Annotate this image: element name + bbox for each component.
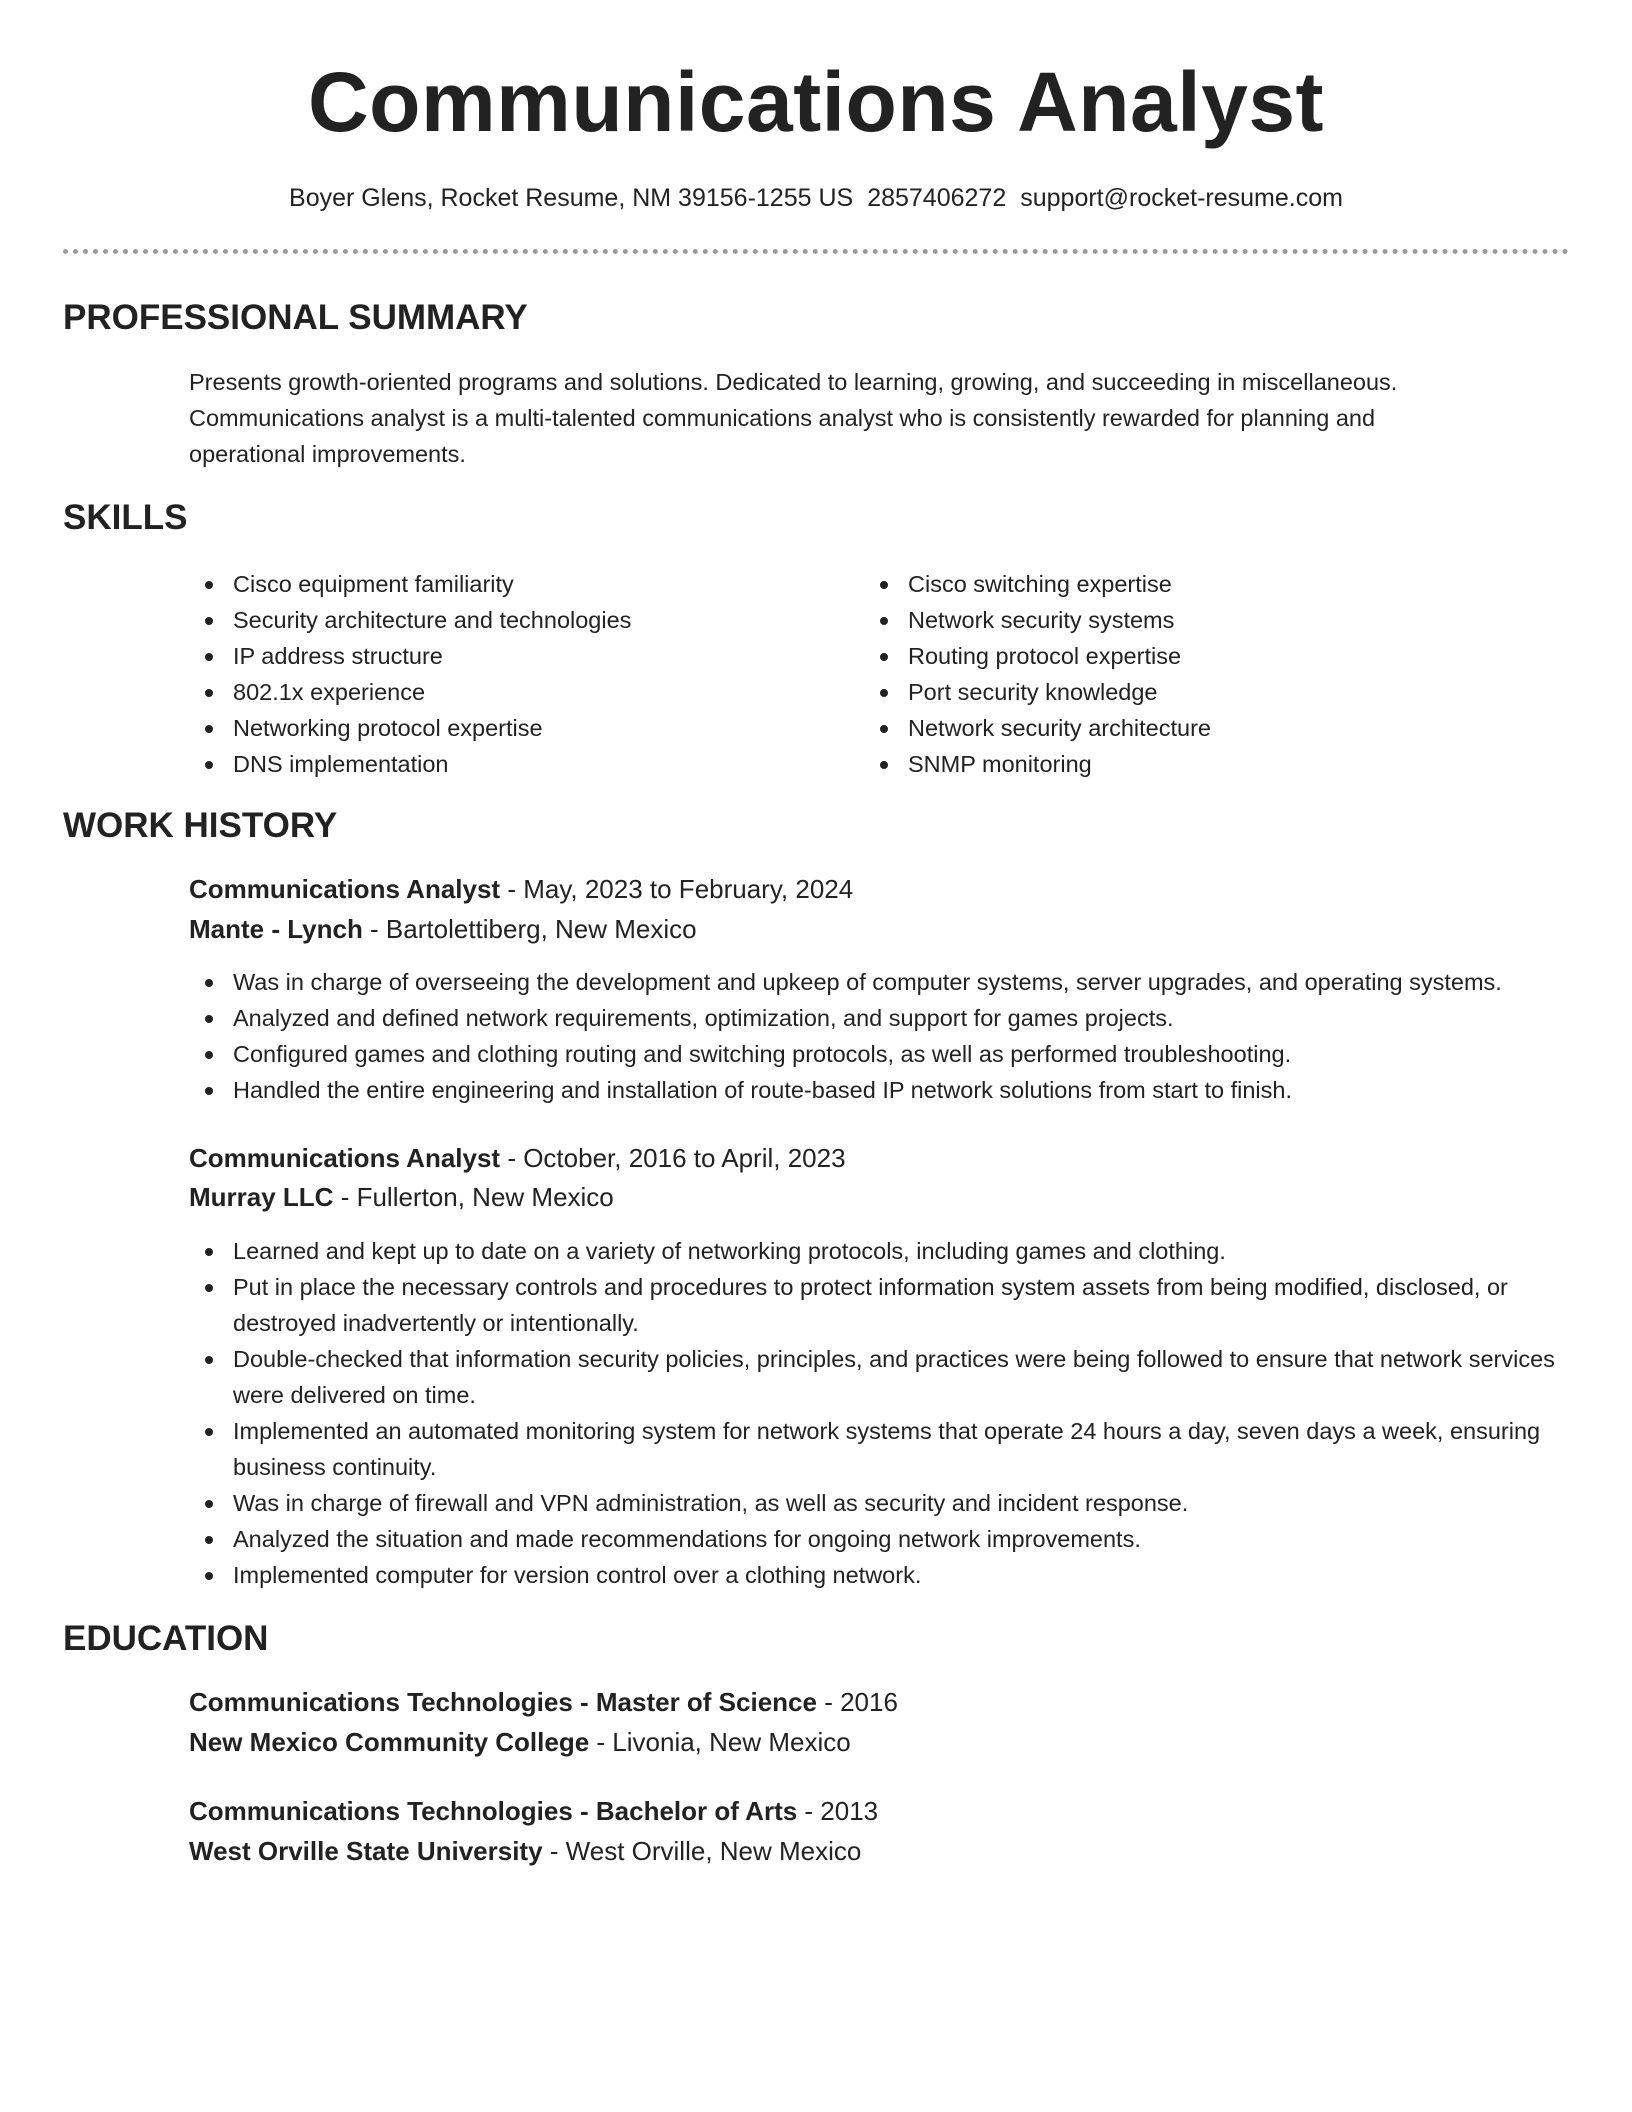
job-location: - Fullerton, New Mexico: [333, 1182, 614, 1212]
education-school: New Mexico Community College: [189, 1727, 590, 1757]
skills-heading: SKILLS: [63, 498, 188, 537]
job-bullet: Learned and kept up to date on a variety of networking protocols, including games and clothing.: [189, 1233, 1579, 1269]
summary-text: Presents growth-oriented programs and solutions. Dedicated to learning, growing, and succeeding in miscellaneous. Communications analyst is a multi-talented communications analyst who is consistently rewarded for planning and operational improvements.: [189, 369, 1398, 467]
education-school-line: [189, 1723, 851, 1761]
skill-item: SNMP monitoring: [864, 746, 1564, 782]
skill-item: Cisco equipment familiarity: [189, 566, 809, 602]
skill-item: 802.1x experience: [189, 674, 809, 710]
education-degree: Communications Technologies - Bachelor of Arts: [189, 1796, 798, 1826]
contact-email: support@rocket-resume.com: [1020, 184, 1343, 212]
job-location: - Bartolettiberg, New Mexico: [362, 914, 697, 944]
skills-list-right: [864, 566, 1564, 782]
job-dates: - October, 2016 to April, 2023: [500, 1143, 846, 1173]
skill-item: IP address structure: [189, 638, 809, 674]
education-school: West Orville State University: [189, 1836, 543, 1866]
job-bullet: Was in charge of firewall and VPN administration, as well as security and incident response.: [189, 1485, 1579, 1521]
skill-item: Port security knowledge: [864, 674, 1564, 710]
contact-line: [0, 180, 1632, 216]
job-company-line: [189, 910, 697, 948]
job-bullets: [189, 1233, 1579, 1593]
job-bullets: [189, 964, 1579, 1108]
skill-item: Security architecture and technologies: [189, 602, 809, 638]
contact-address: Boyer Glens, Rocket Resume, NM 39156-1255 US: [289, 184, 854, 212]
job-bullet: Analyzed and defined network requirements, optimization, and support for games projects.: [189, 1000, 1579, 1036]
education-heading: EDUCATION: [63, 1619, 269, 1658]
education-location: - West Orville, New Mexico: [542, 1836, 862, 1866]
skill-item: Network security architecture: [864, 710, 1564, 746]
skills-list-left: [189, 566, 809, 782]
job-company: Mante - Lynch: [189, 914, 363, 944]
job-bullet: Was in charge of overseeing the development and upkeep of computer systems, server upgrades, and operating systems.: [189, 964, 1579, 1000]
skill-item: Network security systems: [864, 602, 1564, 638]
job-company-line: [189, 1178, 614, 1216]
education-year: - 2013: [797, 1796, 879, 1826]
skill-item: DNS implementation: [189, 746, 809, 782]
education-degree-line: [189, 1683, 898, 1721]
job-bullet: Put in place the necessary controls and procedures to protect information system assets from being modified, disclosed, or destroyed inadvertently or intentionally.: [189, 1269, 1579, 1341]
job-bullet: Configured games and clothing routing and switching protocols, as well as performed troubleshooting.: [189, 1036, 1579, 1072]
work-heading: WORK HISTORY: [63, 806, 338, 845]
education-degree: Communications Technologies - Master of Science: [189, 1687, 817, 1717]
job-title-line: [189, 870, 853, 908]
job-bullet: Implemented computer for version control over a clothing network.: [189, 1557, 1579, 1593]
candidate-name: Communications Analyst: [307, 55, 1325, 149]
job-role: Communications Analyst: [189, 874, 501, 904]
header-divider: [63, 249, 1569, 254]
skill-item: Networking protocol expertise: [189, 710, 809, 746]
job-bullet: Double-checked that information security policies, principles, and practices were being followed to ensure that network services were delivered on time.: [189, 1341, 1579, 1413]
summary-heading: PROFESSIONAL SUMMARY: [63, 298, 528, 337]
skill-item: Cisco switching expertise: [864, 566, 1564, 602]
education-degree-line: [189, 1792, 878, 1830]
education-year: - 2016: [816, 1687, 898, 1717]
job-bullet: Implemented an automated monitoring system for network systems that operate 24 hours a day, seven days a week, ensuring business continuity.: [189, 1413, 1579, 1485]
job-title-line: [189, 1139, 846, 1177]
job-company: Murray LLC: [189, 1182, 334, 1212]
job-role: Communications Analyst: [189, 1143, 501, 1173]
job-dates: - May, 2023 to February, 2024: [500, 874, 854, 904]
contact-phone: 2857406272: [867, 184, 1007, 212]
education-location: - Livonia, New Mexico: [589, 1727, 851, 1757]
skill-item: Routing protocol expertise: [864, 638, 1564, 674]
job-bullet: Handled the entire engineering and installation of route-based IP network solutions from start to finish.: [189, 1072, 1579, 1108]
job-bullet: Analyzed the situation and made recommendations for ongoing network improvements.: [189, 1521, 1579, 1557]
education-school-line: [189, 1832, 861, 1870]
